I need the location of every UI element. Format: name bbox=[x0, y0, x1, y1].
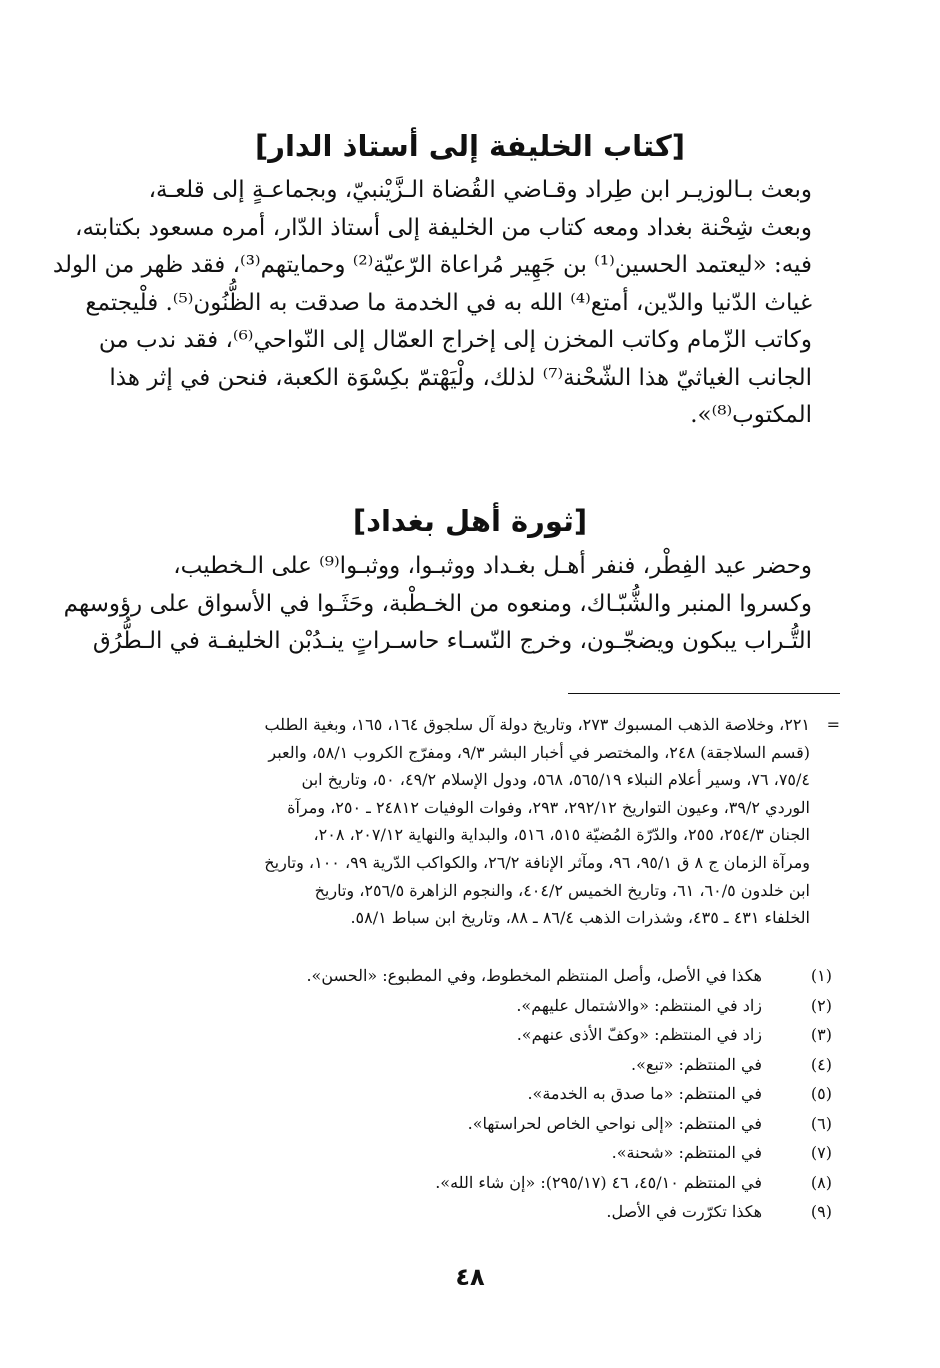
text-line: غياث الدّنيا والدّين، أمتع⁽⁴⁾ الله به في الخدمة ما صدقت به الظُّنُون⁽⁵⁾. فلْيجتمع bbox=[85, 289, 812, 316]
text-line: وبعث شِحْنة بغداد ومعه كتاب من الخليفة إلى أستاذ الدّار، أمره مسعود بكتابته، bbox=[75, 214, 812, 241]
footnote-line: الجنان ٢٥٤/٣، ٢٥٥، والدّرّة المُضيّة ٥١٥، ٥١٦، والبداية والنهاية ٢٠٧/١٢، ٢٠٨، bbox=[313, 825, 810, 845]
text-line: وكسروا المنبر والشُّبّـاك، ومنعوه من الخـطْبة، وحَثَـوا في الأسواق على رؤوسهم bbox=[63, 590, 812, 617]
footnote-line: ٢٢١، وخلاصة الذهب المسبوك ٢٧٣، وتاريخ دولة آل سلجوق ١٦٤، ١٦٥، وبغية الطلب bbox=[264, 715, 810, 734]
text-line: وكاتب الزّمام وكاتب المخزن إلى إخراج العمّال إلى النّواحي⁽⁶⁾، فقد ندب من bbox=[98, 327, 812, 353]
footnote-item bbox=[100, 1197, 840, 1227]
footnote-separator bbox=[568, 693, 840, 694]
page-number: ٤٨ bbox=[455, 1263, 485, 1291]
footnote-line: (قسم السلاجقة) ٢٤٨، والمختصر في أخبار البشر ٩/٣، ومفرّج الكروب ٥٨/١، والعبر bbox=[268, 742, 810, 762]
footnote-line: ومرآة الزمان ج ٨ ق ٩٥/١، ٩٦، ومآثر الإنافة ٢٦/٢، والكواكب الدّرية ٩٩، ١٠٠، وتاريخ bbox=[264, 852, 810, 872]
footnote-text: في المنتظم ٤٥/١٠، ٤٦ (٢٩٥/١٧): «إن شاء الله». bbox=[435, 1172, 762, 1192]
text-line: وحضر عيد الفِطْر، فنفر أهـل بغـداد ووثبـوا، ووثبـوا⁽⁹⁾ على الـخطيب، bbox=[173, 553, 812, 579]
section-heading-caliph-letter: [كتاب الخليفة إلى أستاذ الدار] bbox=[255, 129, 685, 163]
text-line: المكتوب⁽⁸⁾». bbox=[690, 402, 812, 428]
footnote-text: زاد في المنتظم: «وكفّ الأذى عنهم». bbox=[516, 1025, 762, 1044]
footnote-line: الخلفاء ٤٣١ ـ ٤٣٥، وشذرات الذهب ٨٦/٤ ـ ٨٨، وتاريخ ابن سباط ٥٨/١. bbox=[350, 908, 810, 928]
section-heading-baghdad-revolt: [ثورة أهل بغداد] bbox=[352, 504, 588, 538]
footnote-text: هكذا تكرّرت في الأصل. bbox=[606, 1202, 762, 1221]
text-line: الجانب الغياثيّ هذا الشّحْنة⁽⁷⁾ لذلك، ولْيَهْتمّ بكِسْوَة الكعبة، فنحن في إثر هذا bbox=[109, 364, 812, 391]
footnote-text: زاد في المنتظم: «والاشتمال عليهم». bbox=[516, 995, 762, 1015]
footnote-number: (٩) bbox=[810, 1202, 832, 1221]
footnote-item bbox=[100, 1079, 840, 1109]
footnote-text: في المنتظم: «ما صدق به الخدمة». bbox=[527, 1084, 762, 1103]
footnote-number: (٦) bbox=[810, 1113, 832, 1133]
footnote-number: (٨) bbox=[810, 1172, 832, 1192]
footnote-continuation-text bbox=[100, 711, 810, 932]
footnote-text: هكذا في الأصل، وأصل المنتظم المخطوط، وفي المطبوع: «الحسن». bbox=[306, 966, 762, 985]
footnote-number: (٧) bbox=[810, 1143, 832, 1162]
footnote-number: (٣) bbox=[810, 1025, 832, 1044]
paragraph-caliph-letter bbox=[52, 172, 812, 435]
text-line: فيه: «ليعتمد الحسين⁽¹⁾ بن جَهِير مُراعاة الرّعيّة⁽²⁾ وحمايتهم⁽³⁾، فقد ظهر من الولد bbox=[52, 252, 812, 278]
footnote-text: في المنتظم: «شحنة». bbox=[611, 1143, 762, 1162]
paragraph-baghdad-revolt bbox=[63, 548, 812, 661]
footnote-item bbox=[100, 1050, 840, 1080]
continuation-mark: = bbox=[826, 715, 840, 734]
footnote-item bbox=[100, 961, 840, 991]
footnote-number: (١) bbox=[810, 966, 832, 985]
footnote-item bbox=[100, 1109, 840, 1139]
footnote-number: (٤) bbox=[810, 1054, 832, 1074]
text-line: التُّـراب يبكون ويضجّـون، وخرج النّسـاء حاسـراتٍ ينـدُبْن الخليفـة في الـطُّرُق bbox=[92, 628, 812, 654]
footnote-number: (٥) bbox=[810, 1084, 832, 1103]
footnote-number: (٢) bbox=[810, 995, 832, 1015]
footnote-item bbox=[100, 991, 840, 1021]
footnote-item bbox=[100, 1020, 840, 1050]
footnote-list bbox=[100, 961, 840, 1227]
footnote-item bbox=[100, 1168, 840, 1198]
footnote-line: الوردي ٣٩/٢، وعيون التواريخ ٢٩٢/١٢، ٢٩٣، وفوات الوفيات ٢٤٨١٢ ـ ٢٥٠، ومرآة bbox=[287, 797, 810, 817]
footnote-line: ابن خلدون ٦٠/٥، ٦١، وتاريخ الخميس ٤٠٤/٢، والنجوم الزاهرة ٢٥٦/٥، وتاريخ bbox=[314, 880, 810, 900]
footnote-line: ٧٥/٤، ٧٦، وسير أعلام النبلاء ٥٦٥/١٩، ٥٦٨، ودول الإسلام ٤٩/٢، ٥٠، وتاريخ ابن bbox=[301, 770, 810, 790]
footnote-text: في المنتظم: «تبع». bbox=[630, 1054, 762, 1074]
footnote-text: في المنتظم: «إلى نواحي الخاص لحراستها». bbox=[467, 1113, 762, 1133]
footnote-item bbox=[100, 1138, 840, 1168]
text-line: وبعث بـالوزيـر ابن طِراد وقـاضي القُضاة الـزَّيْنبيّ، وبجماعـةٍ إلى قلعـة، bbox=[148, 177, 812, 203]
